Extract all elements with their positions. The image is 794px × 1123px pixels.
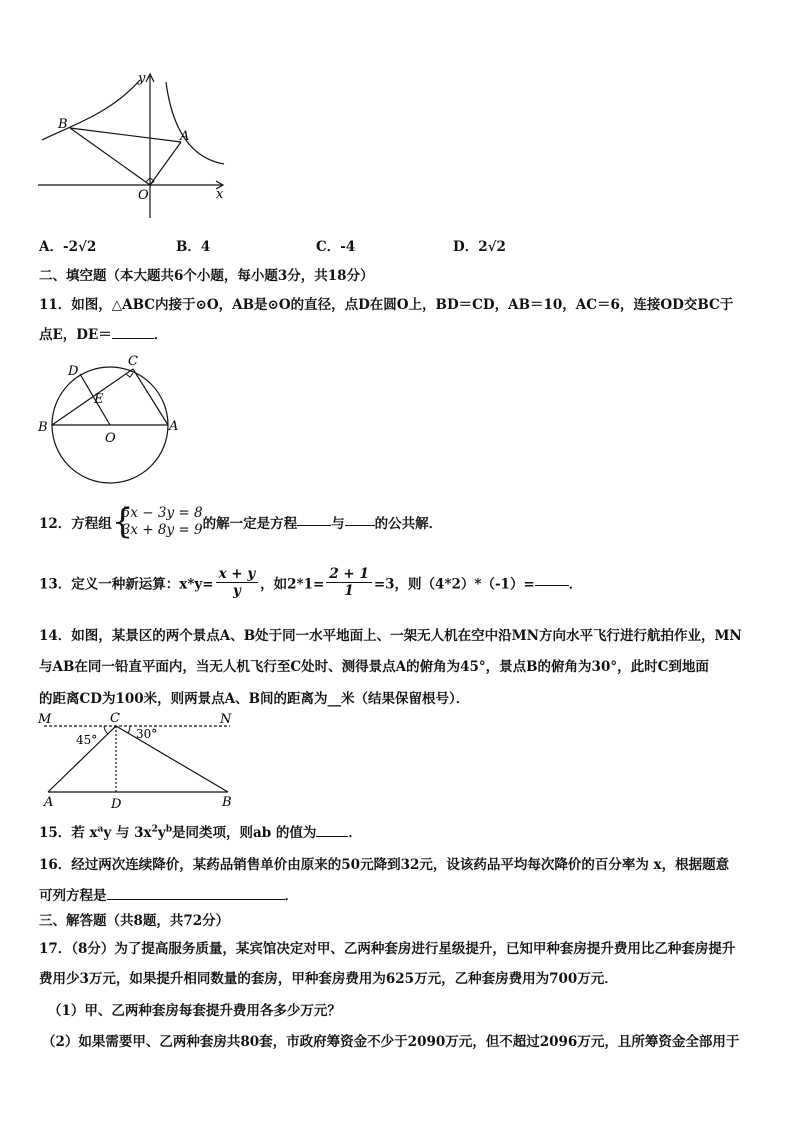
q13-pre: 13．定义一种新运算：x*y=	[39, 576, 214, 593]
q12-mid1: 的解一定是方程	[202, 516, 298, 532]
q11-figure	[36, 352, 186, 492]
label-y: y	[138, 71, 146, 86]
q16-answer-blank[interactable]	[107, 887, 285, 900]
label-O: O	[138, 188, 149, 203]
q10-figure	[30, 68, 230, 228]
q13-end: ．	[568, 576, 583, 593]
frac2-denominator: 1	[344, 583, 354, 599]
q10-option-b: B．4	[176, 239, 211, 255]
section2-header: 二、填空题（本大题共6个小题，每小题3分，共18分）	[39, 268, 374, 284]
q12-eq2: 3x + 8y = 9	[121, 522, 203, 538]
label-C: C	[128, 354, 138, 369]
q11-line2-post: ．	[153, 327, 168, 343]
label-A: A	[44, 795, 54, 810]
q15-exp-b: b	[165, 824, 172, 835]
q14-line2: 与AB在同一铅直平面内，当无人机飞行至C处时、测得景点A的俯角为45°，景点B的俯角为30°，此时C到地面	[39, 659, 709, 675]
q12-blank-2[interactable]	[345, 513, 375, 526]
q15-mid: y 与 3x	[103, 825, 152, 841]
q14-line1: 14．如图，某景区的两个景点A、B处于同一水平地面上、一架无人机在空中沿MN方向水平飞行进行航拍作业，MN	[39, 628, 742, 644]
label-30-degrees: 30°	[136, 727, 158, 741]
q15-line	[39, 821, 362, 841]
q16-line2-pre: 可列方程是	[39, 888, 107, 904]
q10-option-a: A．-2√2	[39, 239, 97, 255]
q14-line3: 的距离CD为100米，则两景点A、B间的距离为__米（结果保留根号）．	[39, 691, 470, 707]
q13-line	[39, 566, 582, 599]
q12-post: 的公共解．	[374, 516, 443, 532]
label-45-degrees: 45°	[76, 733, 98, 747]
q10-option-d: D．2√2	[453, 239, 506, 255]
q12-eq1: 5x − 3y = 8	[121, 505, 203, 521]
label-N: N	[220, 712, 232, 727]
q15-end: ．	[348, 825, 362, 841]
q17-part1: （1）甲、乙两种套房每套提升费用各多少万元？	[48, 1003, 341, 1019]
label-B: B	[38, 420, 48, 435]
q17-line1: 17．（8分）为了提高服务质量，某宾馆决定对甲、乙两种套房进行星级提升，已知甲种套房提升费用比乙种套房提升	[39, 941, 736, 957]
label-B: B	[222, 795, 232, 810]
q10-option-c: C．-4	[316, 239, 356, 255]
q17-part2: （2）如果需要甲、乙两种套房共80套，市政府筹资金不少于2090万元，但不超过2096万元，且所筹资金全部用于	[42, 1034, 740, 1050]
section3-header: 三、解答题（共8题，共72分）	[39, 913, 230, 929]
q15-mid2: y	[157, 825, 166, 841]
label-C: C	[110, 711, 120, 726]
label-D: D	[68, 364, 79, 379]
q16-line2	[39, 884, 298, 904]
q17-line2: 费用少3万元，如果提升相同数量的套房，甲种套房费用为625万元，乙种套房费用为700万元．	[39, 971, 618, 987]
q11-line1: 11．如图，△ABC内接于⊙O，AB是⊙O的直径，点D在圆O上，BD＝CD，AB＝10，AC＝6，连接OD交BC于	[39, 297, 734, 313]
q13-post: =3，则（4*2）*（-1）=	[373, 576, 535, 593]
q12-line	[39, 502, 443, 542]
q13-mid: ，如2*1=	[260, 576, 325, 593]
label-E: E	[94, 392, 104, 407]
label-A: A	[169, 419, 179, 434]
label-O: O	[105, 431, 116, 446]
q12-equation-system: { 5x − 3y = 8 3x + 8y = 9	[111, 502, 203, 542]
label-x: x	[216, 187, 224, 202]
q15-post: 是同类项，则ab 的值为	[172, 825, 317, 841]
q16-line1: 16．经过两次连续降价，某药品销售单价由原来的50元降到32元，设该药品平均每次降价的百分率为 x，根据题意	[39, 857, 730, 873]
q12-mid2: 与	[331, 516, 345, 532]
q16-line2-post: ．	[284, 888, 298, 904]
q15-pre: 15．若 x	[39, 825, 98, 841]
q12-pre: 12．方程组	[39, 516, 112, 532]
label-M: M	[38, 712, 52, 727]
label-B: B	[58, 117, 68, 132]
q15-answer-blank[interactable]	[316, 824, 348, 837]
q13-fraction-definition	[216, 566, 259, 599]
q11-line2	[39, 323, 167, 343]
frac2-numerator: 2 + 1	[326, 566, 372, 583]
q11-line2-pre: 点E，DE＝	[39, 327, 112, 343]
q12-blank-1[interactable]	[297, 513, 331, 526]
label-A: A	[180, 129, 190, 144]
q13-answer-blank[interactable]	[535, 573, 569, 586]
q13-fraction-example	[326, 566, 372, 599]
frac1-numerator: x + y	[216, 566, 259, 583]
q15-exp-2: 2	[151, 824, 158, 835]
label-D: D	[111, 797, 122, 810]
q14-figure	[34, 710, 244, 810]
frac1-denominator: y	[232, 583, 241, 599]
q15-exp-a: a	[97, 824, 104, 835]
q11-answer-blank[interactable]	[112, 326, 154, 339]
